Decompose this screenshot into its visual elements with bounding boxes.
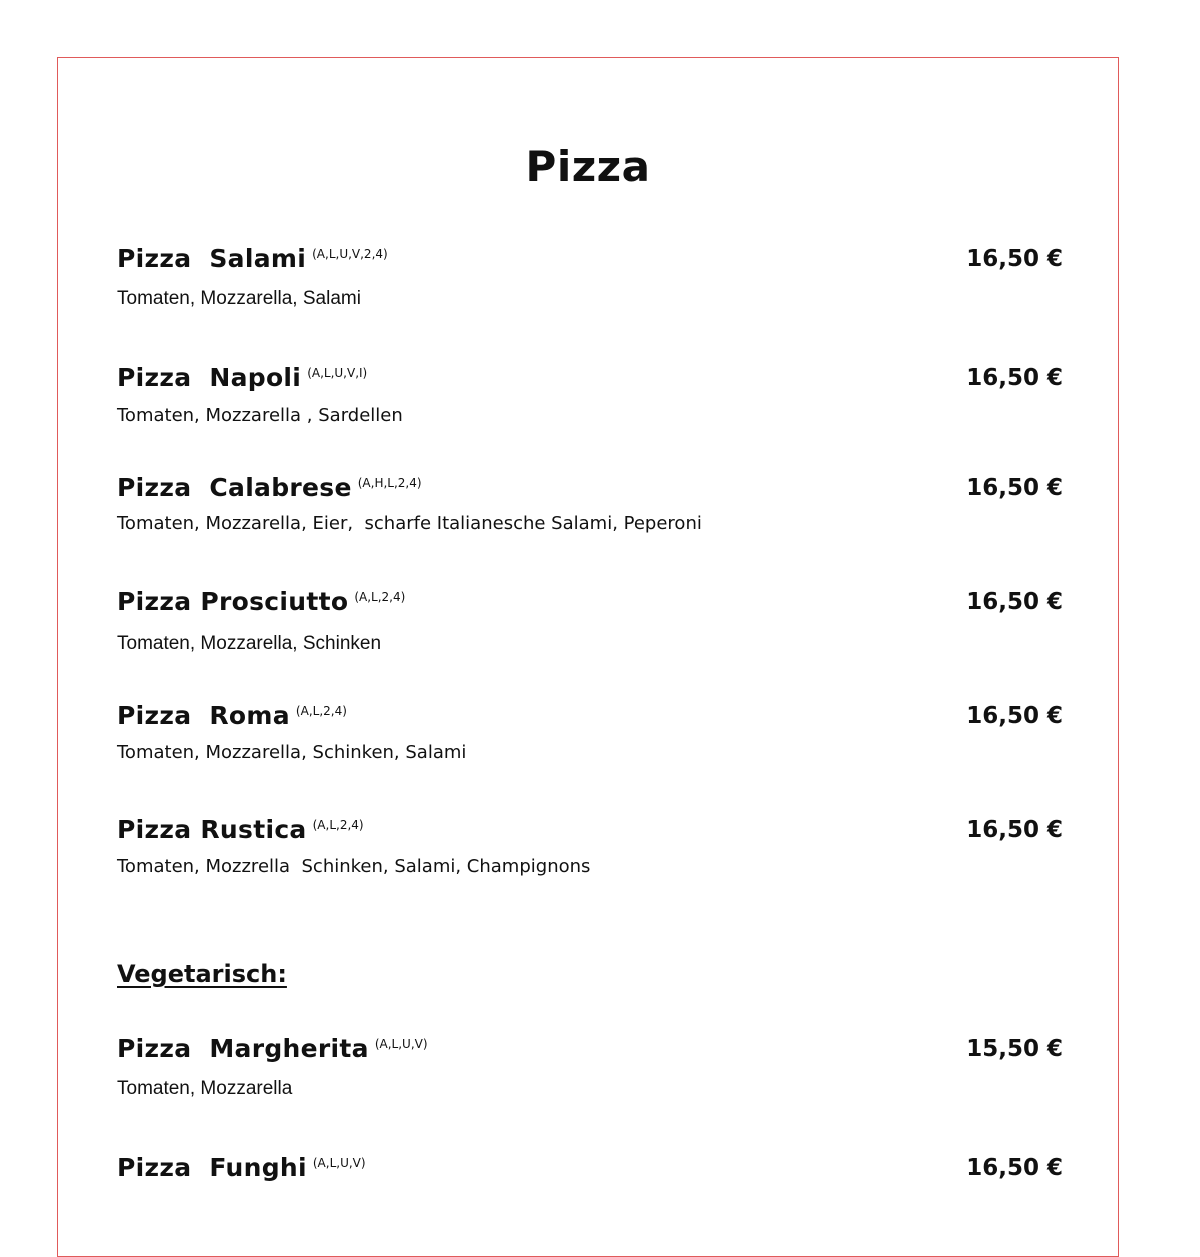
menu-item: [117, 363, 1063, 426]
item-description: Tomaten, Mozzrella Schinken, Salami, Champignons: [117, 856, 591, 877]
item-description: Tomaten, Mozzarella , Sardellen: [117, 405, 403, 426]
page-title: Pizza: [525, 142, 651, 191]
menu-item: [117, 587, 1063, 655]
menu-item: [117, 701, 1063, 763]
item-name: Pizza Calabrese: [117, 473, 352, 502]
item-allergens: (A,L,U,V): [374, 1037, 428, 1051]
menu-item: [117, 473, 1063, 534]
item-allergens: (A,L,2,4): [354, 590, 406, 604]
menu-item: [117, 1153, 1063, 1189]
item-name: Pizza Roma: [117, 701, 290, 730]
item-description: Tomaten, Mozzarella, Schinken, Salami: [117, 742, 467, 763]
item-description: Tomaten, Mozzarella: [117, 1078, 293, 1099]
item-price: 16,50 €: [966, 365, 1063, 391]
item-allergens: (A,L,2,4): [312, 818, 364, 832]
item-name: Pizza Rustica: [117, 815, 307, 844]
menu-item: [117, 815, 1063, 877]
item-price: 15,50 €: [966, 1036, 1063, 1062]
item-allergens: (A,L,U,V,I): [307, 366, 368, 380]
item-allergens: (A,L,U,V): [312, 1156, 366, 1170]
item-description: Tomaten, Mozzarella, Salami: [117, 288, 361, 309]
item-price: 16,50 €: [966, 817, 1063, 843]
item-allergens: (A,L,U,V,2,4): [312, 247, 388, 261]
item-name: Pizza Prosciutto: [117, 587, 349, 616]
menu-item: [117, 244, 1063, 310]
section-heading-vegetarian: Vegetarisch:: [117, 960, 287, 988]
item-price: 16,50 €: [966, 246, 1063, 272]
item-price: 16,50 €: [966, 475, 1063, 501]
item-name: Pizza Funghi: [117, 1153, 307, 1182]
item-name: Pizza Salami: [117, 244, 307, 273]
item-description: Tomaten, Mozzarella, Eier, scharfe Italianesche Salami, Peperoni: [117, 513, 702, 534]
item-name: Pizza Margherita: [117, 1034, 369, 1063]
menu-item: [117, 1034, 1063, 1100]
item-description: Tomaten, Mozzarella, Schinken: [117, 633, 382, 654]
item-allergens: (A,H,L,2,4): [357, 476, 422, 490]
item-name: Pizza Napoli: [117, 363, 302, 392]
item-allergens: (A,L,2,4): [295, 704, 347, 718]
item-price: 16,50 €: [966, 1155, 1063, 1181]
item-price: 16,50 €: [966, 703, 1063, 729]
item-price: 16,50 €: [966, 589, 1063, 615]
